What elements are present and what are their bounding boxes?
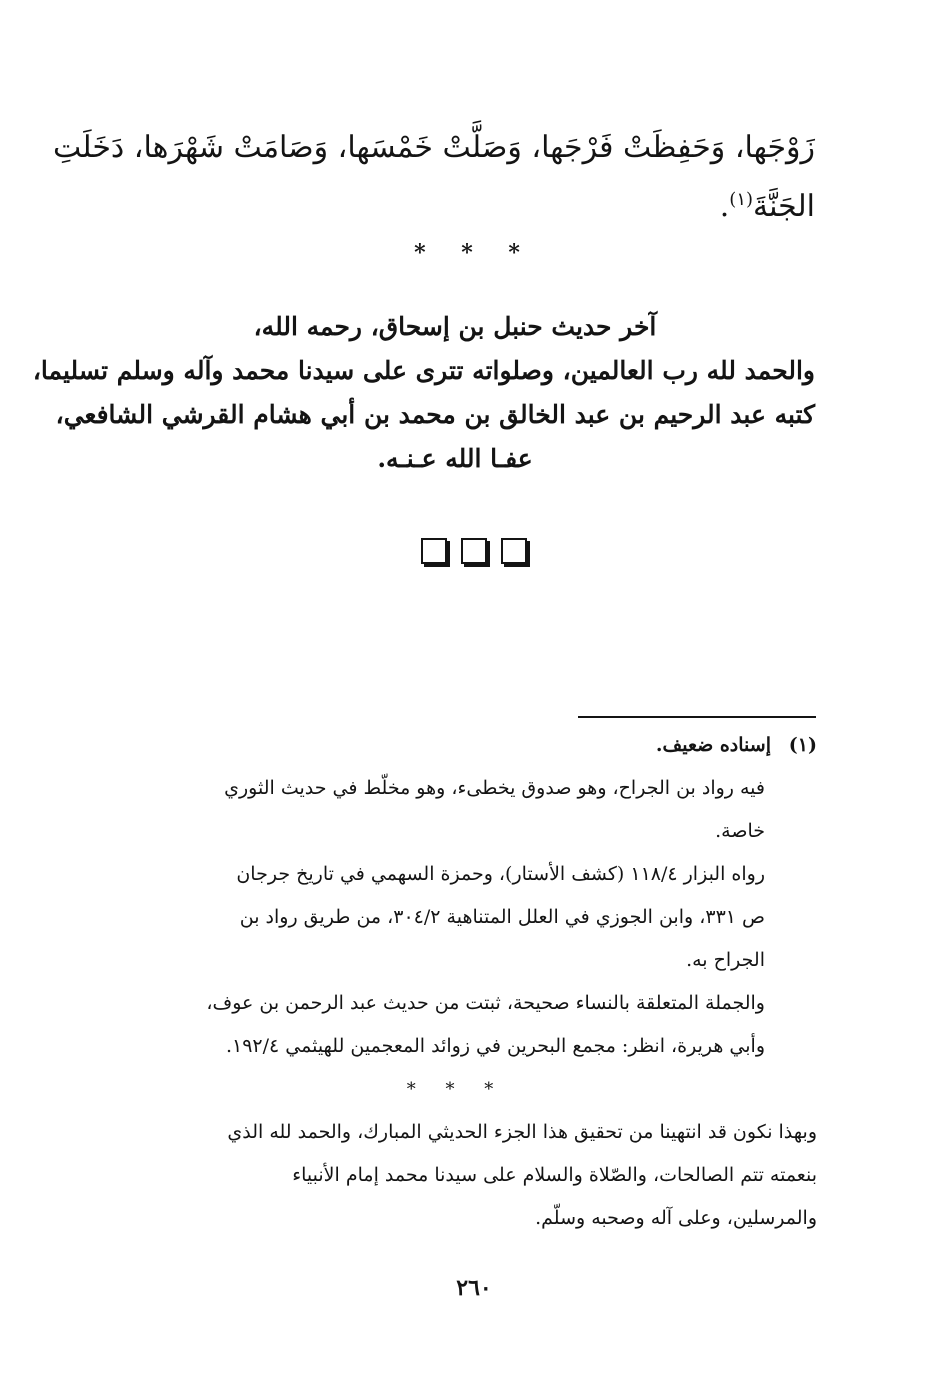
- hadith-line-2-text: الجَنَّةَ: [753, 189, 815, 224]
- colophon-line-3: كتبه عبد الرحيم بن عبد الخالق بن محمد بن أبي هشام القرشي الشافعي،: [55, 400, 815, 429]
- section-separator: * * *: [414, 240, 534, 266]
- footnote-separator: * * *: [406, 1079, 506, 1100]
- footnote-reference: (١): [729, 189, 754, 210]
- colophon: [32, 305, 815, 481]
- hadith-line-2-end: .: [719, 189, 730, 224]
- closing-line-3: والمرسلين، وعلى آله وصحبه وسلّم.: [535, 1207, 817, 1229]
- footnote-para3-line1: والجملة المتعلقة بالنساء صحيحة، ثبتت من حديث عبد الرحمن بن عوف،: [206, 992, 765, 1014]
- end-marks: [0, 538, 948, 564]
- footnote-para2-line3: الجراح به.: [686, 949, 765, 971]
- footnote-heading: إسناده ضعيف.: [655, 734, 771, 756]
- footnote-para2-line2: ص ٣٣١، وابن الجوزي في العلل المتناهية ٣٠٤/٢، من طريق رواد بن: [239, 906, 765, 928]
- closing-line-1: وبهذا نكون قد انتهينا من تحقيق هذا الجزء الحديثي المبارك، والحمد لله الذي: [227, 1121, 817, 1143]
- footnote-para1-line1: فيه رواد بن الجراح، وهو صدوق يخطىء، وهو مخلّط في حديث الثوري: [224, 777, 765, 799]
- footnote-1: [95, 724, 817, 1240]
- footnote-divider: [578, 716, 816, 718]
- box-icon: [421, 538, 447, 564]
- hadith-line-2: [95, 174, 815, 233]
- colophon-line-1: آخر حديث حنبل بن إسحاق، رحمه الله،: [253, 312, 657, 341]
- box-icon: [501, 538, 527, 564]
- box-icon: [461, 538, 487, 564]
- footnote-para2-line1: رواه البزار ١١٨/٤ (كشف الأستار)، وحمزة السهمي في تاريخ جرجان: [236, 863, 765, 885]
- colophon-line-2: والحمد لله رب العالمين، وصلواته تترى على سيدنا محمد وآله وسلم تسليما،: [32, 356, 815, 385]
- hadith-line-1: زَوْجَها، وَحَفِظَتْ فَرْجَها، وَصَلَّتْ خَمْسَها، وَصَامَتْ شَهْرَها، دَخَلَتِ: [52, 130, 815, 165]
- footnote-heading-line: [95, 724, 817, 767]
- closing-line-2: بنعمته تتم الصالحات، والصّلاة والسلام على سيدنا محمد إمام الأنبياء: [292, 1164, 817, 1186]
- hadith-text: [52, 122, 815, 233]
- footnote-para3-line2: وأبي هريرة، انظر: مجمع البحرين في زوائد المعجمين للهيثمي ١٩٢/٤.: [225, 1035, 765, 1057]
- page-number: ٢٦٠: [456, 1275, 492, 1301]
- footnote-number: (١): [788, 734, 817, 756]
- footnote-para1-line2: خاصة.: [715, 820, 765, 842]
- colophon-line-4: عفـا الله عـنـه.: [377, 444, 533, 473]
